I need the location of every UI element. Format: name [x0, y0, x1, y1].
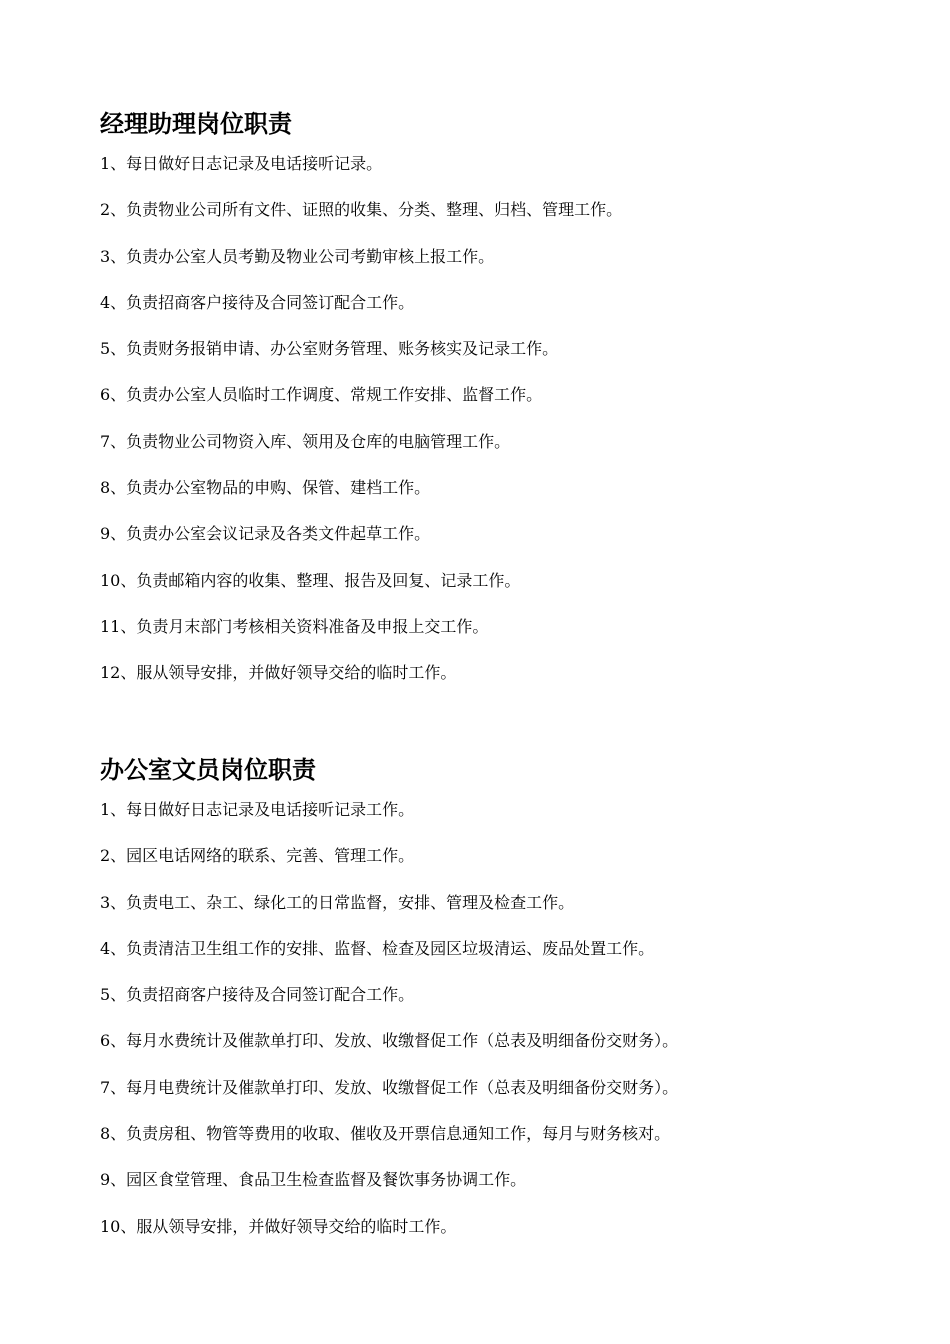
- list-item: 7、负责物业公司物资入库、领用及仓库的电脑管理工作。: [100, 431, 511, 451]
- list-item: 3、负责电工、杂工、绿化工的日常监督，安排、管理及检查工作。: [100, 892, 575, 912]
- list-item: 8、负责房租、物管等费用的收取、催收及开票信息通知工作，每月与财务核对。: [100, 1124, 671, 1144]
- list-item: 6、每月水费统计及催款单打印、发放、收缴督促工作（总表及明细备份交财务）。: [100, 1031, 679, 1051]
- list-item: 10、服从领导安排，并做好领导交给的临时工作。: [100, 1216, 457, 1236]
- section-office-clerk: [100, 752, 900, 1261]
- list-item: 9、园区食堂管理、食品卫生检查监督及餐饮事务协调工作。: [100, 1170, 527, 1190]
- list-item: 11、负责月末部门考核相关资料准备及申报上交工作。: [100, 616, 489, 636]
- list-item: 4、负责清洁卫生组工作的安排、监督、检查及园区垃圾清运、废品处置工作。: [100, 938, 655, 958]
- list-item: 12、服从领导安排，并做好领导交给的临时工作。: [100, 663, 457, 683]
- list-item: 3、负责办公室人员考勤及物业公司考勤审核上报工作。: [100, 246, 495, 266]
- section-title: 经理助理岗位职责: [100, 110, 292, 138]
- list-item: 4、负责招商客户接待及合同签订配合工作。: [100, 292, 415, 312]
- list-item: 5、负责招商客户接待及合同签订配合工作。: [100, 985, 415, 1005]
- list-item: 9、负责办公室会议记录及各类文件起草工作。: [100, 524, 431, 544]
- section-title: 办公室文员岗位职责: [100, 756, 316, 784]
- list-item: 5、负责财务报销申请、办公室财务管理、账务核实及记录工作。: [100, 339, 559, 359]
- list-item: 6、负责办公室人员临时工作调度、常规工作安排、监督工作。: [100, 385, 543, 405]
- list-item: 1、每日做好日志记录及电话接听记录。: [100, 154, 383, 173]
- list-item: 10、负责邮箱内容的收集、整理、报告及回复、记录工作。: [100, 570, 521, 590]
- list-item: 7、每月电费统计及催款单打印、发放、收缴督促工作（总表及明细备份交财务）。: [100, 1077, 679, 1097]
- list-item: 2、园区电话网络的联系、完善、管理工作。: [100, 846, 415, 866]
- list-item: 1、每日做好日志记录及电话接听记录工作。: [100, 800, 415, 819]
- list-item: 2、负责物业公司所有文件、证照的收集、分类、整理、归档、管理工作。: [100, 200, 623, 220]
- section-manager-assistant: [100, 106, 900, 708]
- list-item: 8、负责办公室物品的申购、保管、建档工作。: [100, 478, 431, 498]
